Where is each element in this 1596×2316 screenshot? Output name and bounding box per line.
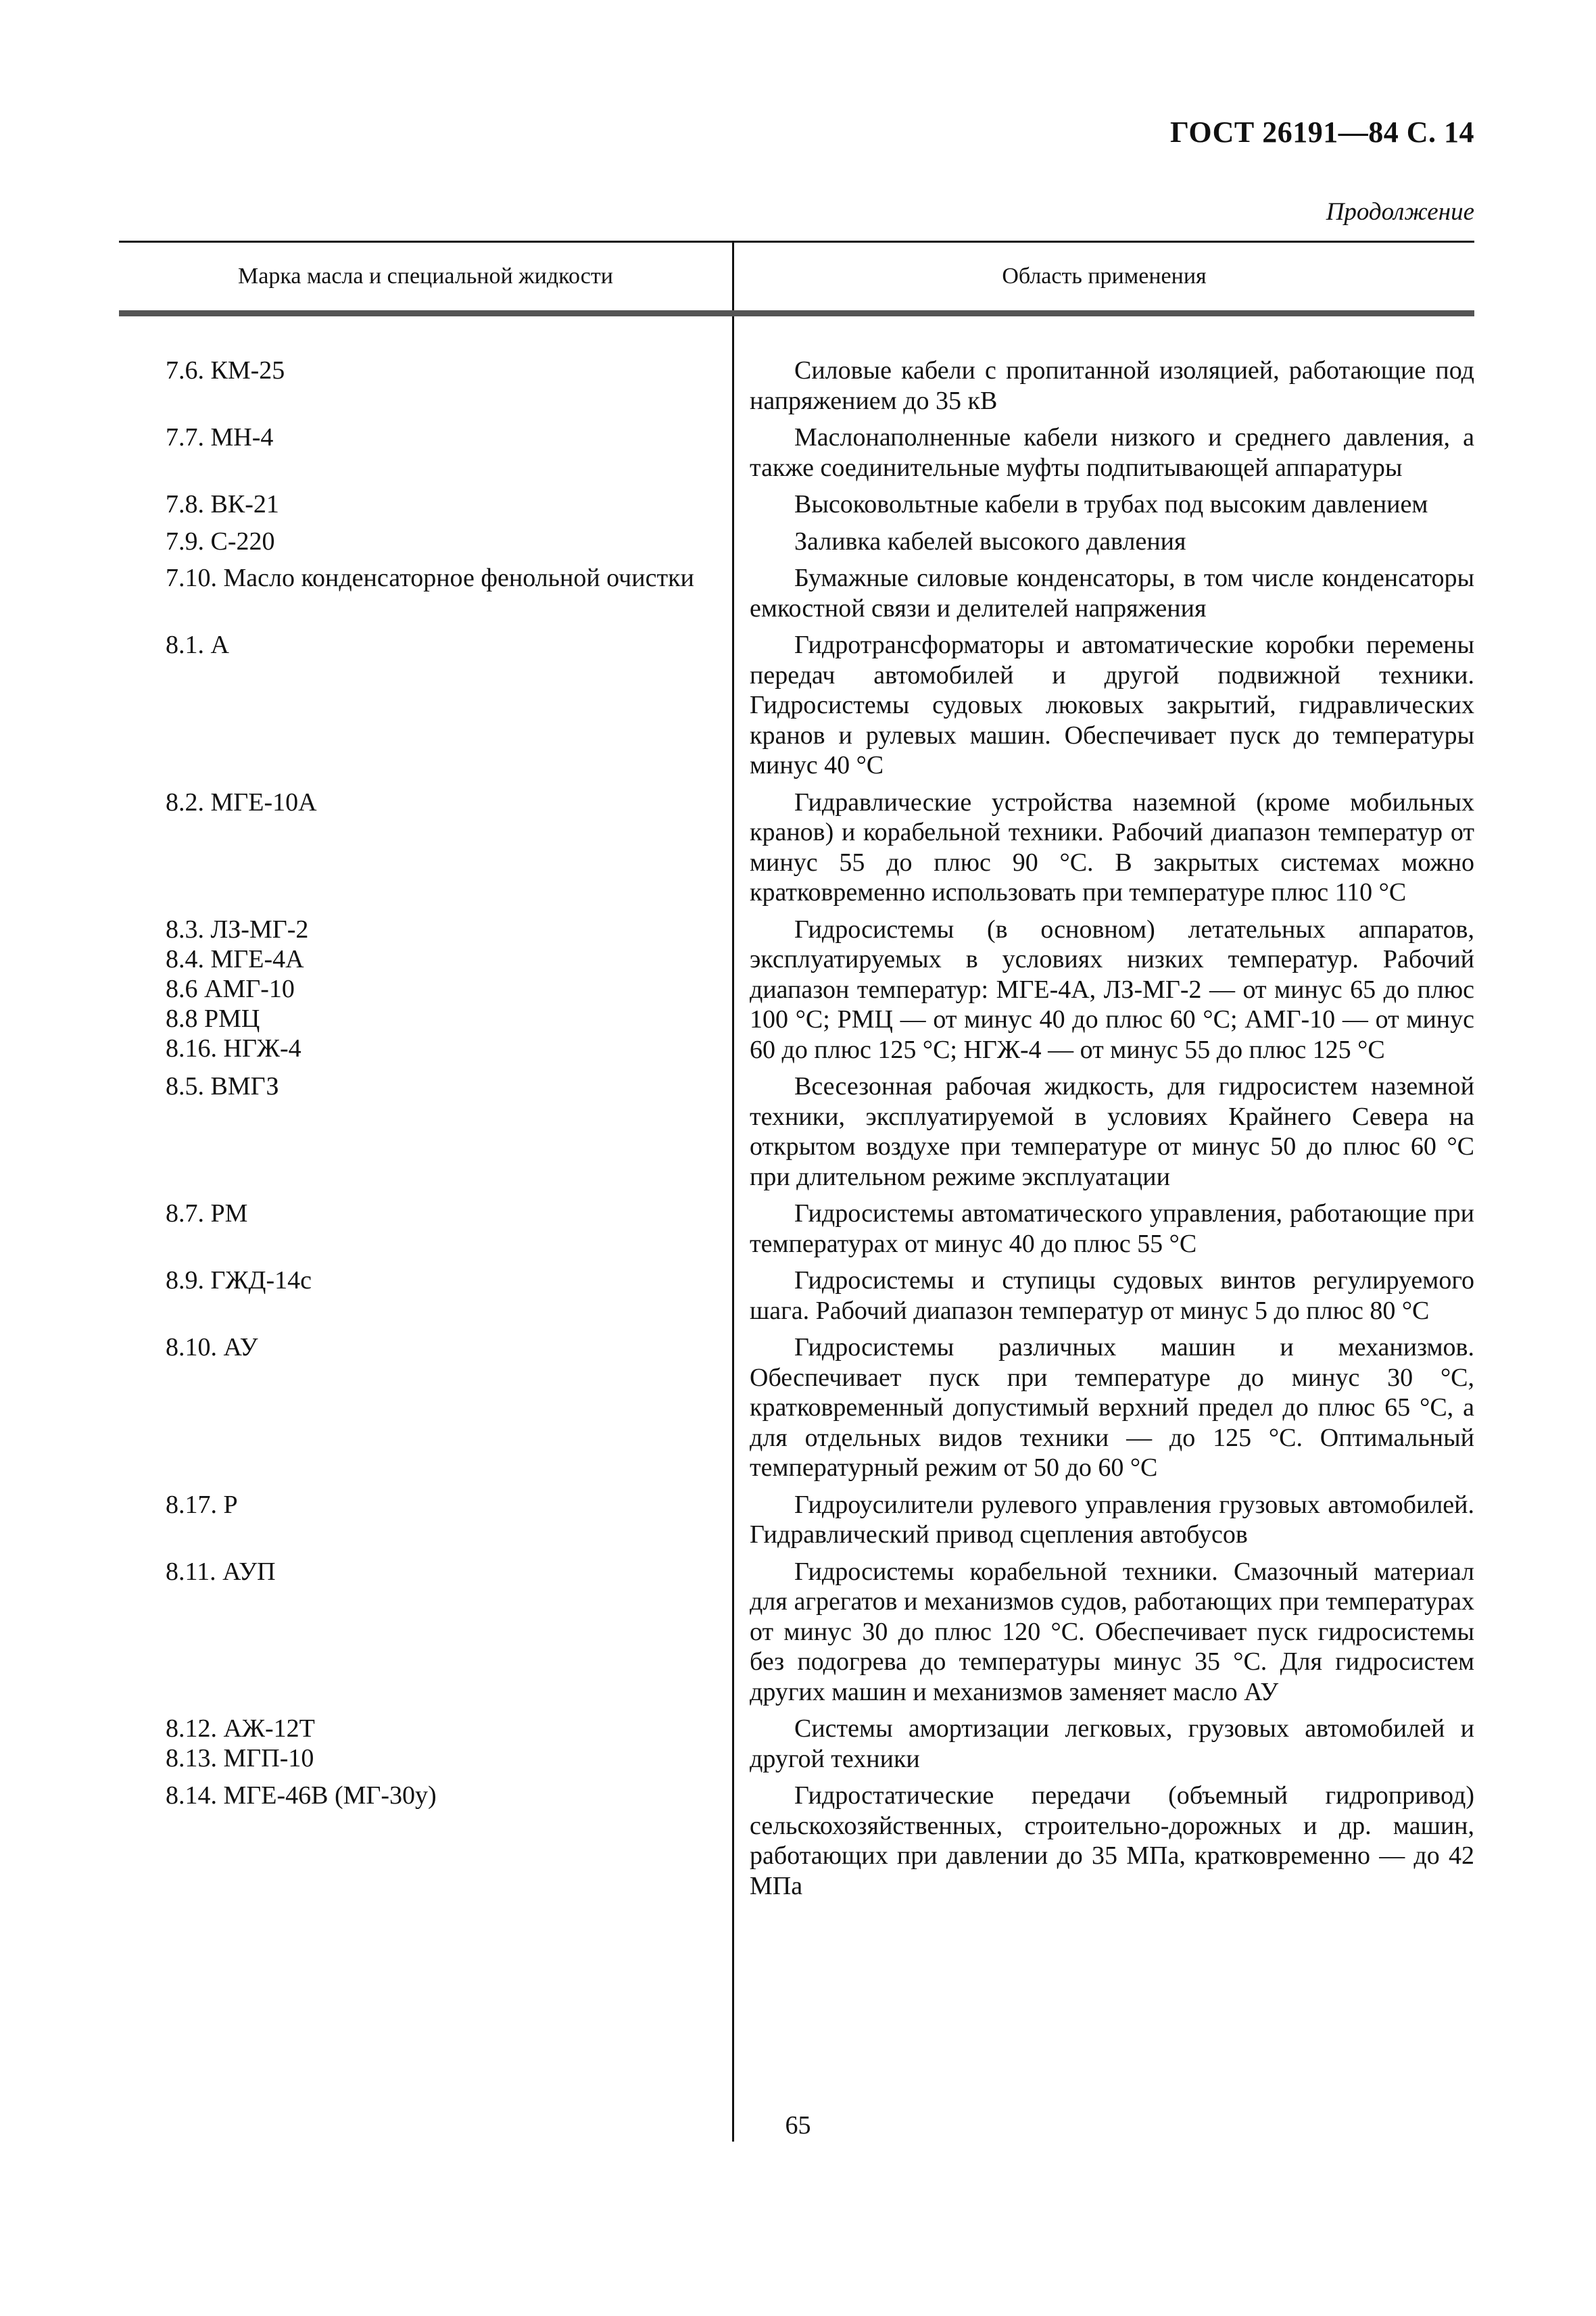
table-row	[119, 915, 1474, 1065]
grade-name: 8.2. МГЕ-10А	[166, 788, 317, 817]
table-row	[119, 527, 1474, 557]
table-row	[119, 1557, 1474, 1708]
grade-name: 8.8 РМЦ	[166, 1004, 260, 1033]
table-header	[119, 243, 1474, 310]
application-cell: Высоковольтные кабели в трубах под высоким давлением	[794, 490, 1428, 518]
grade-name: 8.4. МГЕ-4А	[166, 944, 304, 973]
grade-name: 8.12. АЖ-12Т	[166, 1714, 315, 1743]
application-cell: Гидростатические передачи (объемный гидропривод) сельскохозяйственных, строительно-дорожных и др. машин, работающих при давлении до 35 МПа, кратковременно — до 42 МПа	[750, 1781, 1474, 1900]
document-header: ГОСТ 26191—84 С. 14	[1169, 116, 1474, 149]
application-cell: Всесезонная рабочая жидкость, для гидросистем наземной техники, эксплуатируемой в условиях Крайнего Севера на открытом воздухе при температуре от минус 50 до плюс 60 °С при длительном режиме эксплуатации	[750, 1072, 1474, 1191]
table-row	[119, 1071, 1474, 1192]
grade-name: 8.10. АУ	[166, 1333, 258, 1361]
grade-cell	[119, 915, 732, 1065]
application-cell: Гидротрансформаторы и автоматические коробки перемены передач автомобилей и другой подвижной техники. Гидросистемы судовых люковых закрытий, гидравлических кранов и рулевых машин. Обеспечивает пуск до температуры минус 40 °С	[750, 631, 1474, 779]
application-cell: Гидравлические устройства наземной (кроме мобильных кранов) и корабельной техники. Рабочий диапазон температур от минус 55 до плюс 90 °С. В закрытых системах можно кратковременно использовать при температуре плюс 110 °С	[750, 788, 1474, 907]
grade-cell	[119, 1714, 732, 1774]
application-cell: Гидросистемы различных машин и механизмов. Обеспечивает пуск при температуре до минус 30 °С, кратковременный допустимый верхний предел до плюс 65 °С, а для отдельных видов техники — до 125 °С. Оптимальный температурный режим от 50 до 60 °С	[750, 1333, 1474, 1482]
grade-cell	[119, 1557, 732, 1708]
table-row	[119, 563, 1474, 623]
grade-name: 8.6 АМГ-10	[166, 974, 295, 1003]
grade-name: 8.3. ЛЗ-МГ-2	[166, 915, 309, 944]
grade-name: 8.17. Р	[166, 1490, 238, 1519]
table-row	[119, 489, 1474, 520]
table-row	[119, 1265, 1474, 1326]
page-number: 65	[785, 2111, 811, 2140]
table-row	[119, 1714, 1474, 1774]
grade-name: 7.9. С-220	[166, 527, 275, 556]
application-cell: Системы амортизации легковых, грузовых автомобилей и другой техники	[750, 1714, 1474, 1773]
grade-cell	[119, 489, 732, 520]
grade-name: 8.1. А	[166, 631, 229, 659]
grade-name: 8.5. ВМГЗ	[166, 1072, 279, 1101]
continuation-label: Продолжение	[1326, 198, 1474, 226]
grade-cell	[119, 563, 732, 623]
grade-cell	[119, 1265, 732, 1326]
application-cell: Заливка кабелей высокого давления	[794, 527, 1186, 556]
grade-name: 7.6. КМ-25	[166, 356, 285, 385]
grade-cell	[119, 630, 732, 781]
application-cell: Гидросистемы корабельной техники. Смазочный материал для агрегатов и механизмов судов, работающих при температурах от минус 30 до плюс 120 °С. Обеспечивает пуск гидросистемы без подогрева до температуры минус 35 °С. Для гидросистем других машин и механизмов заменяет масло АУ	[750, 1557, 1474, 1706]
grade-cell	[119, 1199, 732, 1259]
grade-name: 8.16. НГЖ-4	[166, 1034, 301, 1063]
grade-name: 8.13. МГП-10	[166, 1744, 314, 1772]
grade-cell	[119, 1781, 732, 1901]
column-header-grade: Марка масла и специальной жидкости	[238, 264, 613, 289]
grade-cell	[119, 356, 732, 416]
grade-cell	[119, 527, 732, 557]
grade-name: 8.11. АУП	[166, 1557, 276, 1586]
table-row	[119, 423, 1474, 483]
grade-cell	[119, 788, 732, 908]
application-cell: Гидроусилители рулевого управления грузовых автомобилей. Гидравлический привод сцепления автобусов	[750, 1490, 1474, 1549]
grade-name: 8.7. РМ	[166, 1199, 248, 1228]
grade-name: 7.10. Масло конденсаторное фенольной очистки	[166, 564, 694, 592]
grade-cell	[119, 1490, 732, 1550]
column-header-application: Область применения	[732, 243, 1474, 310]
application-cell: Силовые кабели с пропитанной изоляцией, работающие под напряжением до 35 кВ	[750, 356, 1474, 415]
application-cell: Гидросистемы (в основном) летательных аппаратов, эксплуатируемых в условиях низких температур. Рабочий диапазон температур: МГЕ-4А, ЛЗ-МГ-2 — от минус 65 до плюс 100 °С; РМЦ — от минус 40 до плюс 60 °С; АМГ-10 — от минус 60 до плюс 125 °С; НГЖ-4 — от минус 55 до плюс 125 °С	[750, 915, 1474, 1064]
application-cell: Бумажные силовые конденсаторы, в том числе конденсаторы емкостной связи и делителей напряжения	[750, 564, 1474, 623]
table-row	[119, 1490, 1474, 1550]
table-row	[119, 1332, 1474, 1483]
table-row	[119, 630, 1474, 781]
grade-name: 8.9. ГЖД-14с	[166, 1266, 312, 1295]
table-row	[119, 788, 1474, 908]
grade-cell	[119, 1332, 732, 1483]
grade-name: 7.7. МН-4	[166, 423, 274, 452]
grade-cell	[119, 1071, 732, 1192]
grade-name: 7.8. ВК-21	[166, 490, 279, 518]
table-row	[119, 1199, 1474, 1259]
table-row	[119, 356, 1474, 416]
table-row	[119, 1781, 1474, 1901]
grade-name: 8.14. МГЕ-46В (МГ-30у)	[166, 1781, 437, 1810]
table-header-rule	[119, 310, 1474, 316]
grade-cell	[119, 423, 732, 483]
application-cell: Гидросистемы автоматического управления, работающие при температурах от минус 40 до плюс 55 °С	[750, 1199, 1474, 1258]
application-cell: Маслонаполненные кабели низкого и среднего давления, а также соединительные муфты подпитывающей аппаратуры	[750, 423, 1474, 482]
table-body	[119, 316, 1474, 1901]
application-cell: Гидросистемы и ступицы судовых винтов регулируемого шага. Рабочий диапазон температур от минус 5 до плюс 80 °С	[750, 1266, 1474, 1325]
oils-table	[119, 241, 1474, 1908]
